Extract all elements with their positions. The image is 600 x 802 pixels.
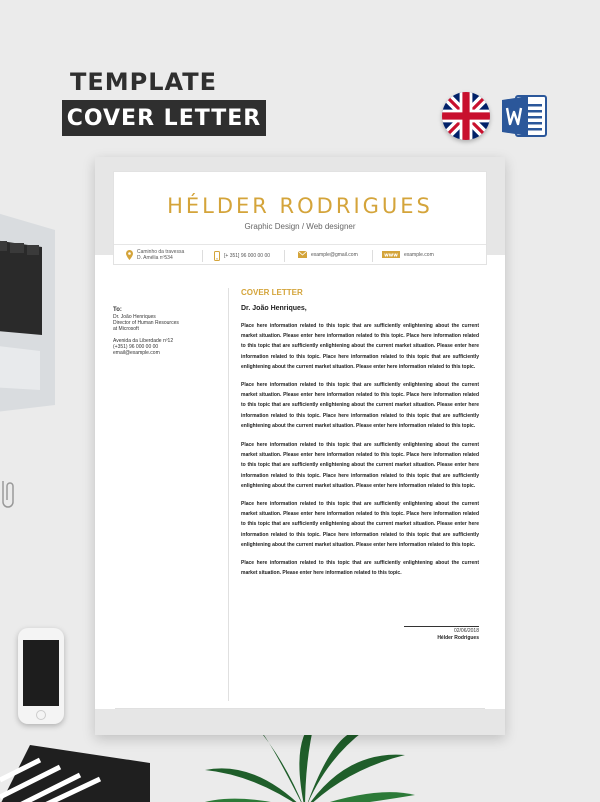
- contact-row: [114, 244, 486, 266]
- applicant-subtitle: Graphic Design / Web designer: [244, 222, 356, 231]
- contact-website: [382, 251, 434, 258]
- footer-band: [95, 709, 505, 735]
- recipient-title: Director of Human Resources: [113, 320, 179, 326]
- letter-paragraph: Place here information related to this topic that are sufficiently enlightening about the current market situation. Please enter here information related to this topic.: [241, 560, 479, 577]
- address-line1: Caminho da travessa: [137, 249, 185, 255]
- badge-cover-letter-label: COVER LETTER: [62, 100, 266, 136]
- cover-letter-document: [95, 157, 505, 735]
- recipient-street: Avenida da Liberdade nº12: [113, 338, 174, 344]
- location-pin-icon: [126, 250, 133, 260]
- letter-paragraph: Place here information related to this topic that are sufficiently enlightening about the current market situation. Please enter here information related to this topic. Place here information related to this topic that are sufficiently enlightening about the current market situation. Please enter here information related to this topic. Place here information related to this topic that are sufficiently enlightening about the current market situation. Please enter here information related to this topic.: [241, 382, 479, 429]
- signature-line: [404, 626, 479, 627]
- envelope-icon: [298, 251, 307, 258]
- contact-email: [298, 251, 358, 258]
- contact-address: [126, 249, 184, 261]
- letter-paragraph: Place here information related to this topic that are sufficiently enlightening about the current market situation. Please enter here information related to this topic. Place here information related to this topic that are sufficiently enlightening about the current market situation. Please enter here information related to this topic. Place here information related to this topic that are sufficiently enlightening about the current market situation. Please enter here information related to this topic.: [241, 442, 479, 489]
- phone-number: [+ 351] 96 000 00 00: [224, 253, 271, 259]
- header-box: [113, 171, 487, 265]
- recipient-label: To:: [113, 307, 122, 313]
- svg-text:www: www: [384, 252, 398, 258]
- signature-name: Hélder Rodrigues: [437, 635, 479, 641]
- email-address: example@gmail.com: [311, 251, 358, 258]
- notebook-decoration: [0, 735, 150, 802]
- badge-template-label: TEMPLATE: [70, 68, 218, 96]
- section-title: COVER LETTER: [241, 288, 303, 297]
- phone-icon: [214, 251, 220, 261]
- column-divider: [228, 288, 229, 701]
- salutation: Dr. João Henriques,: [241, 305, 307, 312]
- letter-paragraph: Place here information related to this topic that are sufficiently enlightening about the current market situation. Please enter here information related to this topic. Place here information related to this topic that are sufficiently enlightening about the current market situation. Please enter here information related to this topic. Place here information related to this topic that are sufficiently enlightening about the current market situation. Please enter here information related to this topic.: [241, 501, 479, 548]
- recipient-company: at Microsoft: [113, 326, 139, 332]
- recipient-email: email@example.com: [113, 350, 160, 356]
- signature-date: 02/06/2018: [453, 628, 479, 634]
- contact-phone: [214, 251, 270, 261]
- laptop-decoration: [0, 205, 60, 415]
- recipient-name: Dr. João Henriques: [113, 314, 156, 320]
- uk-flag-icon: [442, 92, 490, 140]
- recipient-phone: (+351) 96 000 00 00: [113, 344, 159, 350]
- paperclip-decoration: [0, 478, 16, 508]
- www-icon: [382, 251, 400, 258]
- smartphone-decoration: [18, 628, 64, 724]
- ms-word-icon: [500, 92, 548, 140]
- applicant-name: HÉLDER RODRIGUES: [167, 194, 433, 218]
- recipient-block: [113, 307, 223, 356]
- website-url: example.com: [404, 251, 434, 258]
- address-line2: D. Amélia nº534: [137, 255, 173, 261]
- letter-paragraph: Place here information related to this topic that are sufficiently enlightening about the current market situation. Please enter here information related to this topic. Place here information related to this topic that are sufficiently enlightening about the current market situation. Please enter here information related to this topic. Place here information related to this topic that are sufficiently enlightening about the current market situation. Please enter here information related to this topic.: [241, 323, 479, 370]
